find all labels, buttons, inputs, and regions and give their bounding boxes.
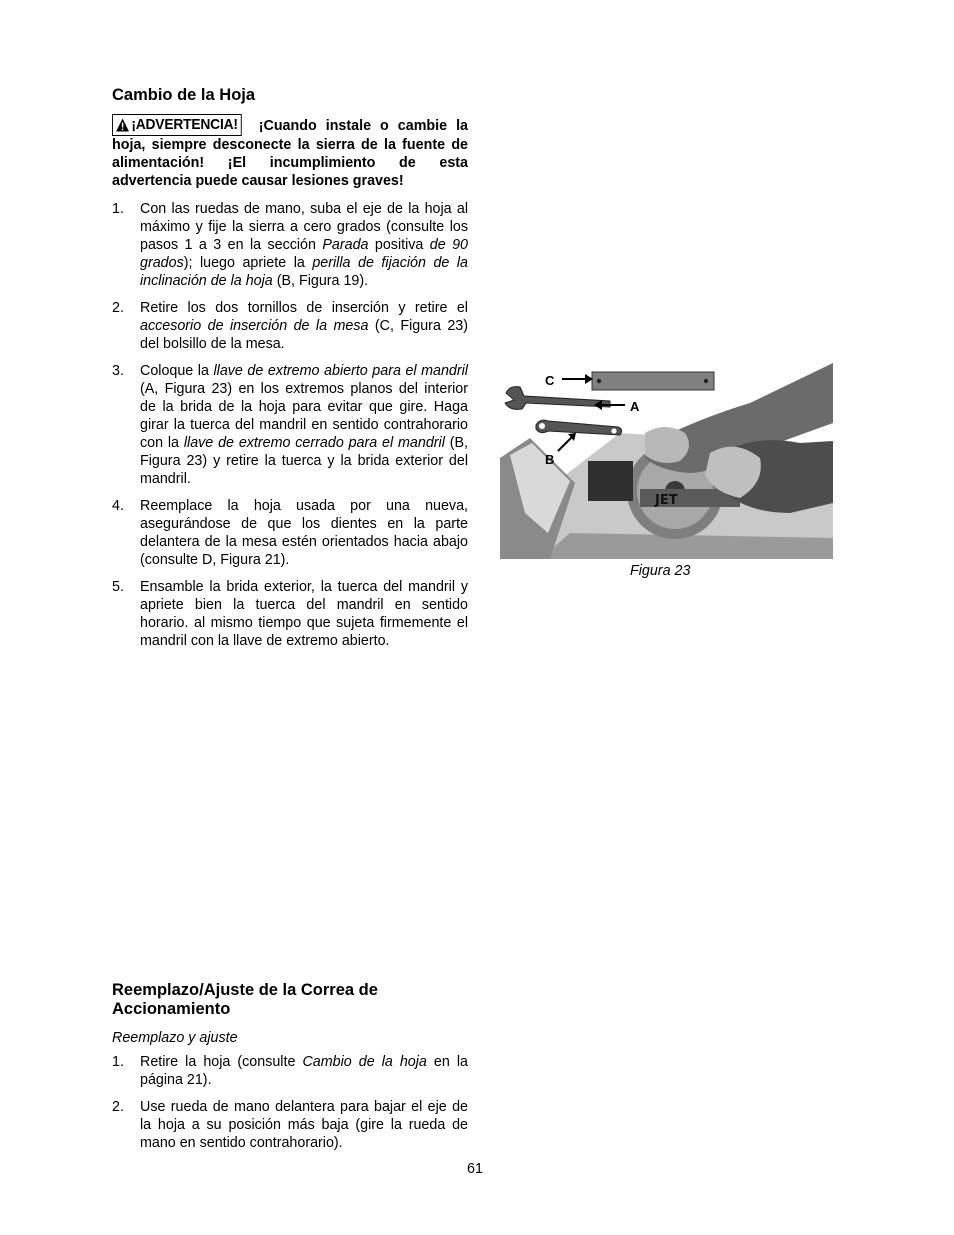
text-run: Ensamble la brida exterior, la tuerca del mandril y apriete bien la tuerca del mandril en sentido horario. al mismo tiempo que sujeta firmemente el mandril con la llave de extremo abierto. xyxy=(140,579,468,649)
list-item xyxy=(112,1098,468,1152)
label-c: C xyxy=(545,373,555,388)
list-item xyxy=(112,299,468,353)
label-b: B xyxy=(545,452,555,467)
page-number: 61 xyxy=(467,1161,483,1177)
warning-badge xyxy=(112,114,241,136)
figure-23-photo xyxy=(500,363,833,559)
text-run: (A, Figura 23) en los extremos planos del interior de la brida de la hoja para evitar que gire. Haga girar la tuerca del mandril en sentido contrahorario con la xyxy=(140,381,468,451)
italic-term: accesorio de inserción de la mesa xyxy=(140,318,369,334)
step-text xyxy=(140,362,468,488)
hand-left xyxy=(645,427,689,463)
list-item xyxy=(112,1053,468,1089)
step-number: 1. xyxy=(112,201,124,217)
section-title-line1: Reemplazo/Ajuste de la Correa de xyxy=(112,981,378,999)
step-number: 4. xyxy=(112,498,124,514)
warning-triangle-icon xyxy=(116,118,130,132)
text-run: Retire la hoja (consulte xyxy=(140,1054,303,1070)
warning-paragraph xyxy=(112,114,468,190)
warning-badge-label: ¡ADVERTENCIA! xyxy=(131,116,238,133)
brand-label: JET xyxy=(655,493,678,508)
list-item xyxy=(112,497,468,569)
italic-term: llave de extremo cerrado para el mandril xyxy=(183,435,445,451)
italic-term: Cambio de la hoja xyxy=(302,1054,427,1070)
figure-caption: Figura 23 xyxy=(630,563,691,579)
step-number: 2. xyxy=(112,1099,124,1115)
list-item xyxy=(112,200,468,290)
step-text xyxy=(140,200,468,290)
text-run: en la página 21). xyxy=(140,1054,468,1088)
list-item xyxy=(112,578,468,650)
text-run: Retire los dos tornillos de inserción y retire el xyxy=(140,300,468,316)
italic-term: de 90 grados xyxy=(140,237,468,271)
section-belt-replacement xyxy=(112,981,468,1161)
belt-steps xyxy=(112,1053,468,1152)
step-number: 3. xyxy=(112,363,124,379)
step-text xyxy=(140,497,468,569)
step-number: 1. xyxy=(112,1054,124,1070)
step-number: 5. xyxy=(112,579,124,595)
section-title-line2: Accionamiento xyxy=(112,1000,231,1018)
step-text xyxy=(140,299,468,353)
section-title: Cambio de la Hoja xyxy=(112,86,256,104)
step-text xyxy=(140,1098,468,1152)
text-run: positiva xyxy=(368,237,430,253)
text-run: ); luego apriete la xyxy=(183,255,313,271)
italic-term: Parada xyxy=(322,237,369,253)
section-blade-change xyxy=(112,86,468,659)
text-run: Use rueda de mano delantera para bajar el eje de la hoja a su posición más baja (gire la rueda de mano en sentido contrahorario). xyxy=(140,1099,468,1151)
list-item xyxy=(112,362,468,488)
subheading: Reemplazo y ajuste xyxy=(112,1030,238,1046)
italic-term: perilla de fijación de la inclinación de la hoja xyxy=(140,255,468,289)
text-run: Coloque la xyxy=(140,363,214,379)
text-run: (B, Figura 23) y retire la tuerca y la brida exterior del mandril. xyxy=(140,435,468,487)
text-run: (B, Figura 19). xyxy=(272,273,369,289)
text-run: Con las ruedas de mano, suba el eje de la hoja al máximo y fije la sierra a cero grados (consulte los pasos 1 a 3 en la sección xyxy=(140,201,468,253)
blade-change-steps xyxy=(112,200,468,650)
step-text xyxy=(140,1053,468,1089)
italic-term: llave de extremo abierto para el mandril xyxy=(213,363,468,379)
text-run: (C, Figura 23) del bolsillo de la mesa. xyxy=(140,318,468,352)
table-insert xyxy=(592,372,714,390)
step-number: 2. xyxy=(112,300,124,316)
warning-text: ¡Cuando instale o cambie la hoja, siempre desconecte la sierra de la fuente de alimentación! ¡El incumplimiento de esta advertencia puede causar lesiones graves! xyxy=(112,118,468,189)
step-text xyxy=(140,578,468,650)
label-a: A xyxy=(630,399,640,414)
text-run: Reemplace la hoja usada por una nueva, asegurándose de que los dientes en la parte delantera de la mesa estén orientados hacia abajo (consulte D, Figura 21). xyxy=(140,498,468,568)
